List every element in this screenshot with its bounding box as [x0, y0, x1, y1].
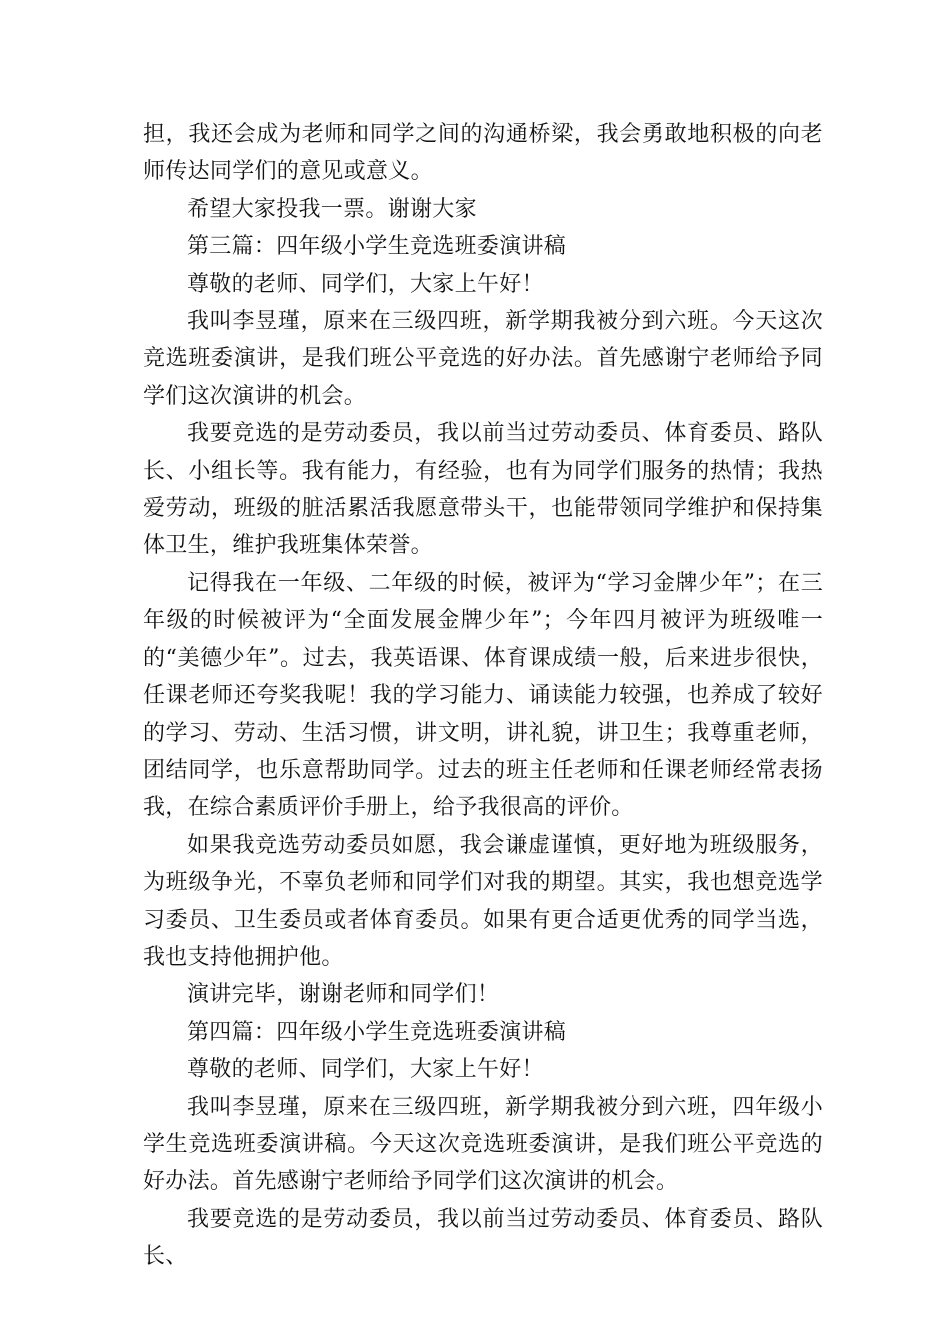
- paragraph-9: 演讲完毕，谢谢老师和同学们！: [187, 982, 500, 1008]
- greeting-4: 尊敬的老师、同学们，大家上午好！: [187, 1057, 544, 1083]
- section-heading-4: 第四篇：四年级小学生竞选班委演讲稿: [187, 1019, 567, 1045]
- section-heading-3: 第三篇：四年级小学生竞选班委演讲稿: [187, 234, 567, 260]
- paragraph-8: 如果我竞选劳动委员如愿，我会谦虚谨慎，更好地为班级服务，为班级争光，不辜负老师和同学们对我的期望。其实，我也想竞选学习委员、卫生委员或者体育委员。如果有更合适更优秀的同学当选，我也支持他拥护他。: [143, 832, 823, 970]
- paragraph-2: 希望大家投我一票。谢谢大家: [187, 196, 477, 222]
- paragraph-7: 记得我在一年级、二年级的时候，被评为“学习金牌少年”；在三年级的时候被评为“全面发展金牌少年”；今年四月被评为班级唯一的“美德少年”。过去，我英语课、体育课成绩一般，后来进步很快，任课老师还夸奖我呢！我的学习能力、诵读能力较强，也养成了较好的学习、劳动、生活习惯，讲文明，讲礼貌，讲卫生；我尊重老师，团结同学，也乐意帮助同学。过去的班主任老师和任课老师经常表扬我，在综合素质评价手册上，给予我很高的评价。: [143, 570, 823, 821]
- paragraph-13: 我要竞选的是劳动委员，我以前当过劳动委员、体育委员、路队长、: [143, 1206, 823, 1270]
- paragraph-1: 担，我还会成为老师和同学之间的沟通桥梁，我会勇敢地积极的向老师传达同学们的意见或意义。: [143, 122, 823, 185]
- greeting-3: 尊敬的老师、同学们，大家上午好！: [187, 271, 544, 297]
- paragraph-5: 我叫李昱瑾，原来在三级四班，新学期我被分到六班。今天这次竞选班委演讲，是我们班公平竞选的好办法。首先感谢宁老师给予同学们这次演讲的机会。: [143, 309, 823, 409]
- paragraph-12: 我叫李昱瑾，原来在三级四班，新学期我被分到六班，四年级小学生竞选班委演讲稿。今天这次竞选班委演讲，是我们班公平竞选的好办法。首先感谢宁老师给予同学们这次演讲的机会。: [143, 1094, 823, 1195]
- document-body: [143, 116, 823, 1276]
- paragraph-6: 我要竞选的是劳动委员，我以前当过劳动委员、体育委员、路队长、小组长等。我有能力，有经验，也有为同学们服务的热情；我热爱劳动，班级的脏活累活我愿意带头干，也能带领同学维护和保持集体卫生，维护我班集体荣誉。: [143, 421, 823, 559]
